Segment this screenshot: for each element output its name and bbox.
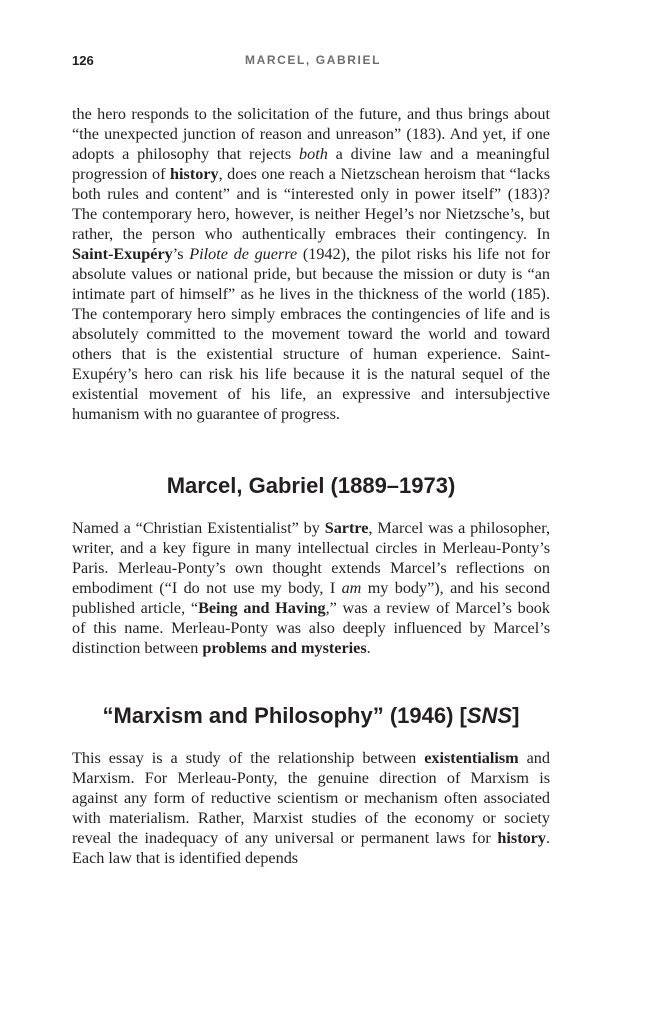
- text-run: Named a “Christian Existentialist” by: [72, 519, 325, 537]
- emphasis-both: both: [299, 145, 328, 163]
- text-run: my body”), and his second published article, “: [72, 579, 550, 617]
- cross-reference-sartre[interactable]: Sartre: [324, 519, 369, 537]
- text-run: .: [366, 639, 371, 657]
- text-run: a divine law and a meaningful progression of: [72, 145, 551, 183]
- text-run: ,” was a review of Marcel’s book of this name. Merleau-Ponty was also deeply influenced by Marcel’s distinction between: [72, 599, 550, 657]
- paragraph-marxism: [72, 748, 550, 868]
- book-title-pilote-de-guerre: Pilote de guerre: [189, 245, 298, 263]
- heading-abbreviation: SNS: [466, 703, 513, 728]
- paragraph-hero: [72, 104, 550, 424]
- text-run: , does one reach a Nietzschean heroism that “lacks both rules and content” and is “interested only in power itself” (183)? The contemporary hero, however, is neither Hegel’s nor Nietzsche’s, but rather, the person who authentically embraces their contingency. In: [72, 165, 551, 243]
- cross-reference-problems-and-mysteries[interactable]: problems and mysteries: [202, 639, 367, 657]
- emphasis-am: am: [341, 579, 362, 597]
- text-run: . Each law that is identified depends: [72, 829, 550, 867]
- cross-reference-history[interactable]: history: [497, 829, 546, 847]
- text-run: , Marcel was a philosopher, writer, and a key figure in many intellectual circles in Merleau-Ponty’s Paris. Merleau-Ponty’s own thought extends Marcel’s reflections on embodiment (“I do not use my body, I: [72, 519, 550, 597]
- cross-reference-history[interactable]: history: [170, 165, 219, 183]
- heading-bracket: ]: [512, 703, 520, 728]
- heading-title: “Marxism and Philosophy” (1946) [: [102, 703, 467, 728]
- page-number: 126: [72, 53, 94, 68]
- page-body: [72, 104, 550, 868]
- running-head: MARCEL, GABRIEL: [245, 53, 381, 67]
- paragraph-marcel: [72, 518, 550, 658]
- page-header: [72, 53, 582, 73]
- cross-reference-saint-exupery[interactable]: Saint-Exupéry: [72, 245, 173, 263]
- text-run: (1942), the pilot risks his life not for absolute values or national pride, but because the mission or duty is “an intimate part of himself” as he lives in the thickness of the world (185). The contemporary hero simply embraces the contingencies of life and is absolutely committed to the movement toward the world and toward others that is the existential structure of human experience. Saint-Exupéry’s hero can risk his life because it is the natural sequel of the existential movement of his life, an expressive and intersubjective humanism with no guarantee of progress.: [72, 245, 550, 423]
- entry-heading-marxism: [72, 702, 550, 730]
- text-run: and Marxism. For Merleau-Ponty, the genuine direction of Marxism is against any form of reductive scientism or mechanism often associated with materialism. Rather, Marxist studies of the economy or society reveal the inadequacy of any universal or permanent laws for: [72, 749, 550, 847]
- text-run: ’s: [172, 245, 190, 263]
- cross-reference-being-and-having[interactable]: Being and Having: [198, 599, 326, 617]
- cross-reference-existentialism[interactable]: existentialism: [424, 749, 519, 767]
- text-run: the hero responds to the solicitation of the future, and thus brings about “the unexpected junction of reason and unreason” (183). And yet, if one adopts a philosophy that rejects: [72, 105, 550, 163]
- text-run: This essay is a study of the relationship between: [72, 749, 425, 767]
- entry-heading-marcel: Marcel, Gabriel (1889–1973): [166, 473, 456, 498]
